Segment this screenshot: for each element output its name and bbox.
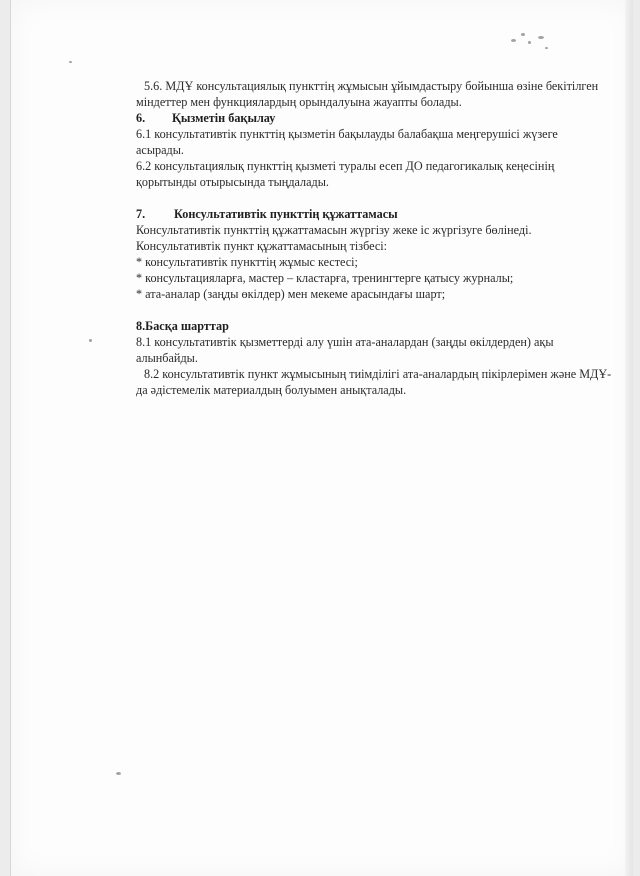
scan-speck	[89, 339, 92, 342]
section-6-line: асырады.	[136, 143, 184, 157]
section-6-heading	[136, 110, 606, 126]
section-8-line: алынбайды.	[136, 351, 198, 365]
scan-speck	[545, 47, 548, 49]
section-7-list-item: * консультативтік пункттің жұмыс кестесі;	[136, 255, 358, 269]
scan-speck	[528, 41, 531, 44]
scan-speck	[521, 33, 525, 36]
section-6-title: Қызметін бақылау	[172, 111, 276, 125]
section-8-heading: 8.Басқа шарттар	[136, 319, 229, 333]
section-7-number: 7.	[136, 207, 146, 221]
paragraph-gap	[136, 190, 606, 206]
document-page	[10, 0, 633, 876]
section-5-6-line: міндеттер мен функциялардың орындалуына жауапты болады.	[136, 95, 462, 109]
document-content	[136, 78, 612, 398]
paragraph-gap	[136, 302, 606, 318]
page-edge-shadow	[625, 0, 633, 876]
scan-speck	[69, 61, 72, 63]
section-7-heading	[136, 206, 606, 222]
scan-speck	[116, 772, 121, 775]
section-5-6-line: 5.6. МДҰ консультациялық пункттің жұмысын ұйымдастыру бойынша өзіне бекітілген	[144, 79, 599, 93]
section-7-list-item: * консультацияларға, мастер – кластарға, тренингтерге қатысу журналы;	[136, 271, 514, 285]
section-8-line: да әдістемелік материалдың болуымен анықталады.	[136, 383, 407, 397]
section-7-line: Консультативтік пункт құжаттамасының тізбесі:	[136, 239, 388, 253]
section-8-line: 8.1 консультативтік қызметтерді алу үшін ата-аналардан (заңды өкілдерден) ақы	[136, 335, 554, 349]
section-7-line: Консультативтік пункттің құжаттамасын жүргізу жеке іс жүргізуге бөлінеді.	[136, 223, 532, 237]
scan-speck	[511, 39, 516, 42]
section-7-title: Консультативтік пункттің құжаттамасы	[174, 207, 398, 221]
section-8-line: 8.2 консультативтік пункт жұмысының тиімділігі ата-аналардың пікірлерімен және МДҰ-	[144, 367, 612, 381]
section-6-line: 6.2 консультациялық пункттің қызметі туралы есеп ДО педагогикалық кеңесінің	[136, 159, 555, 173]
section-7-list-item: * ата-аналар (заңды өкілдер) мен мекеме арасындағы шарт;	[136, 287, 446, 301]
section-6-number: 6.	[136, 111, 146, 125]
scan-speck	[538, 36, 544, 39]
section-6-line: қорытынды отырысында тыңдалады.	[136, 175, 329, 189]
section-6-line: 6.1 консультативтік пункттің қызметін бақылауды балабақша меңгерушісі жүзеге	[136, 127, 558, 141]
